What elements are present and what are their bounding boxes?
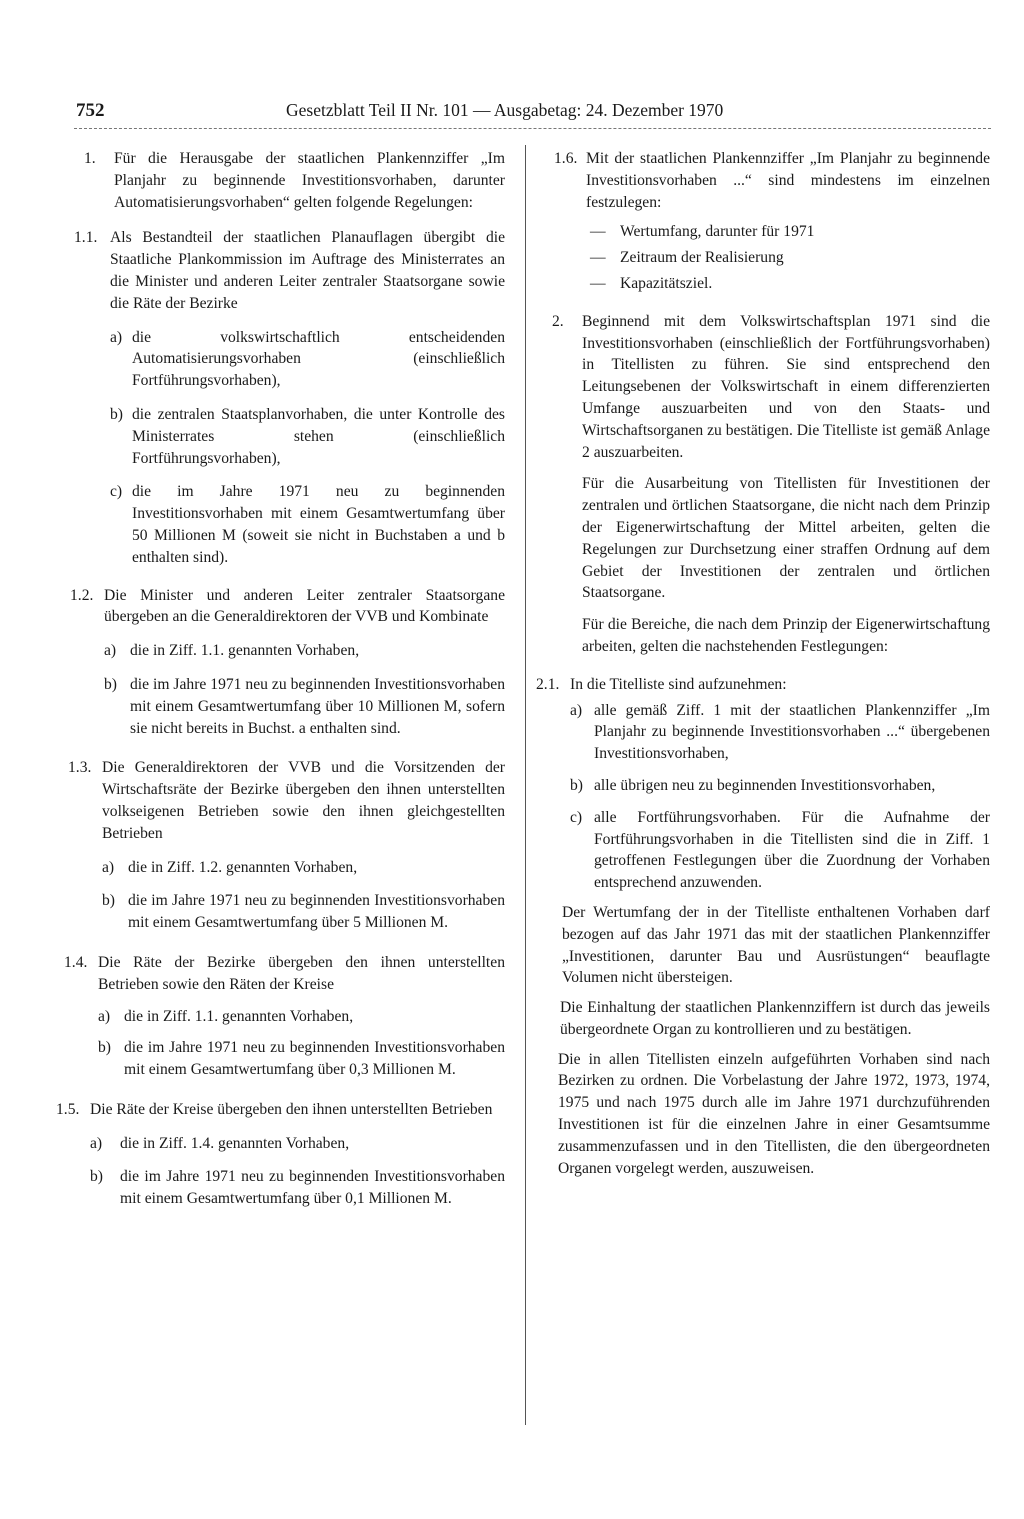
paragraph: Die in allen Titellisten einzeln aufgeführten Vorhaben sind nach Bezirken zu ordnen. Die Vorbelastung der Jahre 1972, 1973, 1974, 1975 und nach 1975 durch alle im Jahre 1971 durchzuführenden Investitionen ist für die einzelnen Jahre in einer Gesamtsumme zusammenzufassen und in den Titellisten, die den übergeordneten Organen vorgelegt werden, auszuweisen. (558, 1050, 990, 1177)
dash-label: — (590, 223, 606, 241)
list-text: alle Fortführungsvorhaben. Für die Aufnahme der Fortführungsvorhaben in die Titellisten sind die in Ziff. 1 getroffenen Festlegungen über die Zuordnung der Vorhaben entsprechend anzuwenden. (594, 808, 990, 892)
list-text: alle übrigen neu zu beginnenden Investitionsvorhaben, (594, 776, 936, 794)
list-text: die im Jahre 1971 neu zu beginnenden Investitionsvorhaben mit einem Gesamtwertumfang über 5 Millionen M. (128, 892, 505, 932)
section-text: Beginnend mit dem Volkswirtschaftsplan 1971 sind die Investitionsvorhaben (einschließlich der Fortführungsvorhaben) in Titellisten zu führen. Sie sind entsprechend den Leitungsebenen der Volkswirtschaft in einem differenzierten Umfange auszuarbeiten und von den Staats- und Wirtschaftsorganen zu bestätigen. Die Titelliste ist gemäß Anlage 2 auszuarbeiten. (582, 312, 990, 461)
list-item-b (102, 890, 505, 934)
list-label: a) (570, 701, 583, 719)
right-column (536, 148, 990, 1179)
section-number: 1.5. (56, 1100, 80, 1118)
list-label: b) (90, 1168, 103, 1186)
section-text: Als Bestandteil der staatlichen Planauflagen übergibt die Staatliche Plankommission im Auftrage des Ministerrates an die Minister und anderen Leiter zentraler Staatsorgane sowie die Räte der Bezirke (110, 229, 505, 312)
dash-item (586, 221, 990, 243)
section-text: Mit der staatlichen Plankennziffer „Im Planjahr zu beginnende Investitionsvorhaben ...“ sind mindestens im einzelnen festzulegen: (586, 150, 990, 211)
header-rule (74, 128, 991, 129)
dash-item (586, 273, 990, 295)
section-1-6 (540, 148, 990, 295)
section-text: Die Minister und anderen Leiter zentraler Staatsorgane übergeben an die Generaldirektoren der VVB und Kombinate (104, 586, 505, 626)
list-text: die im Jahre 1971 neu zu beginnenden Investitionsvorhaben mit einem Gesamtwertumfang über 0,1 Millionen M. (120, 1168, 505, 1208)
list-text: alle gemäß Ziff. 1 mit der staatlichen Plankennziffer „Im Planjahr zu beginnende Investitionsvorhaben ...“ übergebenen Investitionsvorhaben, (594, 701, 990, 763)
column-divider (525, 145, 526, 1425)
dash-label: — (590, 249, 606, 267)
list-item-c (570, 807, 990, 894)
list-label: a) (90, 1134, 103, 1152)
list-item-a (102, 857, 505, 879)
section-2-1 (536, 674, 990, 1180)
section-2 (540, 311, 990, 658)
list-text: die in Ziff. 1.1. genannten Vorhaben, (124, 1007, 354, 1025)
section-1-4 (64, 952, 505, 1081)
list-label: a) (104, 642, 117, 660)
list-text: die volkswirtschaftlich entscheidenden Automatisierungsvorhaben (einschließlich Fortführungsvorhaben), (132, 328, 505, 390)
section-number: 1.6. (554, 150, 578, 167)
list-text: die im Jahre 1971 neu zu beginnenden Investitionsvorhaben mit einem Gesamtwertumfang über 10 Millionen M, sofern sie nicht bereits in Buchst. a enthalten sind. (130, 675, 505, 737)
section-number: 1.2. (70, 586, 94, 604)
section-number: 1.1. (74, 229, 98, 247)
list-label: c) (570, 808, 583, 826)
paragraph: Die Einhaltung der staatlichen Plankennziffern ist durch das jeweils übergeordnete Organ zu kontrollieren und zu bestätigen. (560, 999, 990, 1038)
page-header (76, 100, 991, 130)
dash-text: Zeitraum der Realisierung (620, 249, 784, 267)
list-text: die im Jahre 1971 neu zu beginnenden Investitionsvorhaben mit einem Gesamtwertumfang über 50 Millionen M (soweit sie nicht in Buchstaben a und b enthalten sind). (132, 483, 505, 566)
dash-text: Wertumfang, darunter für 1971 (620, 223, 815, 241)
section-1-1 (70, 227, 505, 568)
list-item-a (90, 1133, 505, 1155)
list-item-c (110, 481, 505, 568)
section-number: 2. (552, 312, 564, 330)
section-text: In die Titelliste sind aufzunehmen: (570, 675, 787, 693)
list-label: b) (570, 776, 583, 794)
list-item-b (90, 1166, 505, 1210)
list-item-a (98, 1006, 505, 1028)
section-1 (70, 148, 505, 213)
list-item-b (104, 674, 505, 739)
list-text: die in Ziff. 1.1. genannten Vorhaben, (130, 642, 360, 660)
list-item-a (570, 700, 990, 765)
list-label: a) (102, 858, 115, 876)
section-1-3 (68, 757, 505, 934)
section-text: Die Generaldirektoren der VVB und die Vorsitzenden der Wirtschaftsräte der Bezirke übergeben den ihnen unterstellten volkseigenen Betrieben sowie den ihnen gleichgestellten Betrieben (102, 759, 505, 842)
paragraph: Für die Bereiche, die nach dem Prinzip der Eigenerwirtschaftung arbeiten, gelten die nachstehenden Festlegungen: (582, 616, 990, 655)
left-column (56, 148, 505, 1210)
list-label: b) (110, 405, 123, 423)
list-item-b (110, 404, 505, 469)
list-label: b) (98, 1039, 111, 1057)
list-label: c) (110, 483, 123, 501)
header-title: Gesetzblatt Teil II Nr. 101 — Ausgabetag: 24. Dezember 1970 (286, 100, 724, 120)
section-text: Die Räte der Bezirke übergeben den ihnen unterstellten Betrieben sowie den Räten der Kreise (98, 953, 505, 993)
list-text: die in Ziff. 1.4. genannten Vorhaben, (120, 1134, 350, 1152)
list-label: b) (102, 892, 115, 910)
dash-item (586, 247, 990, 269)
list-item-b (98, 1037, 505, 1081)
section-number: 1.3. (68, 759, 92, 777)
page-number: 752 (76, 100, 105, 121)
list-text: die zentralen Staatsplanvorhaben, die unter Kontrolle des Ministerrates stehen (einschließlich Fortführungsvorhaben), (132, 405, 505, 467)
list-text: die im Jahre 1971 neu zu beginnenden Investitionsvorhaben mit einem Gesamtwertumfang über 0,3 Millionen M. (124, 1039, 505, 1079)
section-1-5 (56, 1099, 505, 1210)
section-number: 1. (84, 150, 96, 167)
list-item-a (110, 327, 505, 392)
list-text: die in Ziff. 1.2. genannten Vorhaben, (128, 858, 358, 876)
list-item-b (570, 775, 990, 797)
list-label: a) (98, 1007, 111, 1025)
list-item-a (104, 640, 505, 662)
section-text: Die Räte der Kreise übergeben den ihnen unterstellten Betrieben (90, 1100, 493, 1118)
section-text: Für die Herausgabe der staatlichen Plankennziffer „Im Planjahr zu beginnende Investitionsvorhaben, darunter Automatisierungsvorhaben“ gelten folgende Regelungen: (114, 150, 505, 211)
section-number: 2.1. (536, 675, 560, 693)
list-label: b) (104, 675, 117, 693)
paragraph: Für die Ausarbeitung von Titellisten für Investitionen der zentralen und örtlichen Staatsorgane, die nicht nach dem Prinzip der Eigenerwirtschaftung der Mittel arbeiten, gelten die Regelungen zur Durchsetzung einer straffen Ordnung auf dem Gebiet der Investitionen der zentralen und örtlichen Staatsorgane. (582, 475, 990, 602)
dash-text: Kapazitätsziel. (620, 274, 713, 292)
paragraph: Der Wertumfang der in der Titelliste enthaltenen Vorhaben darf bezogen auf das Jahr 1971 das mit der staatlichen Plankennziffer „Investitionen, darunter Bau und Ausrüstungen“ beauflagte Volumen nicht übersteigen. (562, 903, 990, 987)
section-number: 1.4. (64, 953, 88, 971)
dash-label: — (590, 274, 606, 292)
list-label: a) (110, 328, 123, 346)
section-1-2 (70, 585, 505, 740)
